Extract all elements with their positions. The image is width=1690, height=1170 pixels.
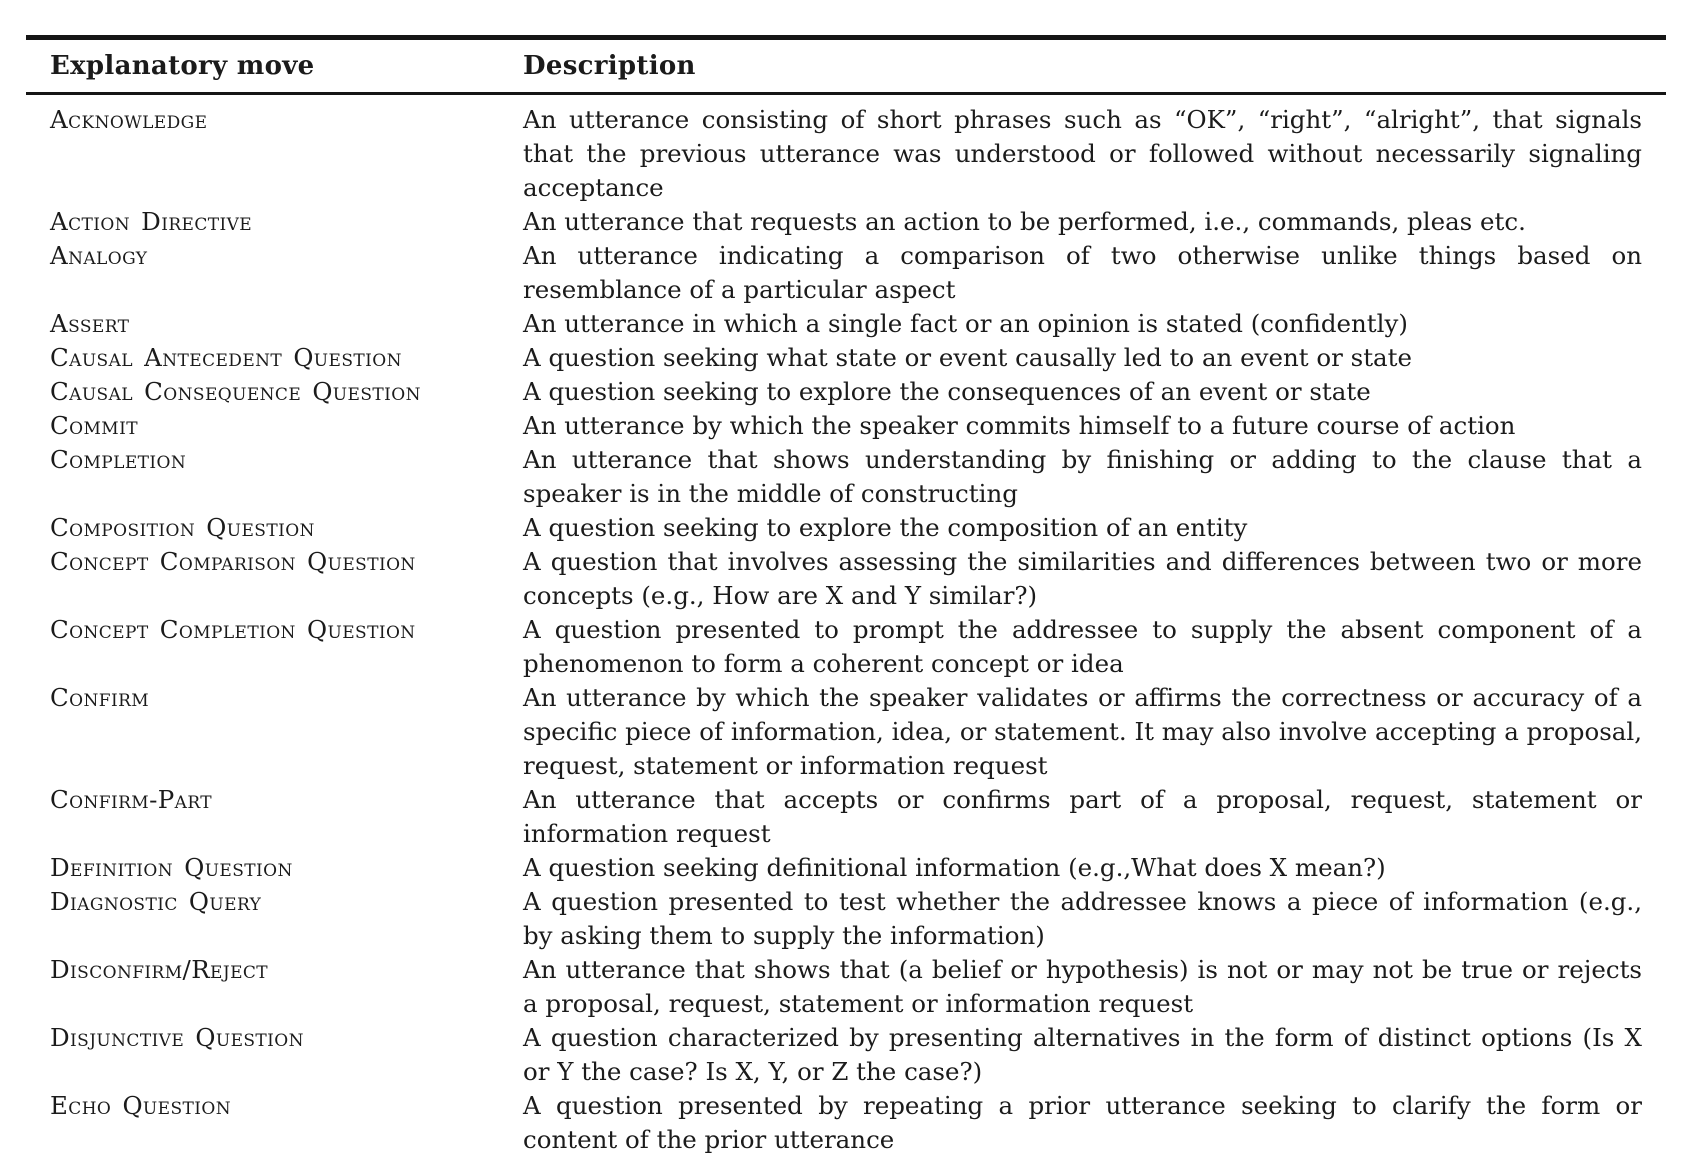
table-row xyxy=(26,443,1666,511)
table-row xyxy=(26,681,1666,783)
table-row xyxy=(26,341,1666,375)
move-description: An utterance that requests an action to be performed, i.e., commands, pleas etc. xyxy=(523,207,1526,236)
column-header-explanatory-move: Explanatory move xyxy=(50,51,315,81)
move-description: An utterance that accepts or confirms part of a proposal, request, statement or information request xyxy=(523,785,1642,848)
table-row xyxy=(26,1089,1666,1157)
move-description: A question presented to prompt the addressee to supply the absent component of a phenomenon to form a coherent concept or idea xyxy=(523,615,1642,678)
move-description: An utterance that shows understanding by finishing or adding to the clause that a speaker is in the middle of constructing xyxy=(523,445,1642,508)
move-label: Confirm-Part xyxy=(50,785,212,814)
move-description: An utterance by which the speaker validates or affirms the correctness or accuracy of a specific piece of information, idea, or statement. It may also involve accepting a proposal, request, statement or information request xyxy=(523,683,1642,780)
move-description: A question seeking definitional information (e.g.,What does X mean?) xyxy=(523,853,1386,882)
move-description: An utterance by which the speaker commits himself to a future course of action xyxy=(523,411,1516,440)
move-label: Echo Question xyxy=(50,1091,231,1120)
move-description: An utterance that shows that (a belief or hypothesis) is not or may not be true or rejects a proposal, request, statement or information request xyxy=(523,955,1642,1018)
move-label: Definition Question xyxy=(50,853,293,882)
move-label: Commit xyxy=(50,411,138,440)
move-label: Diagnostic Query xyxy=(50,887,262,916)
move-label: Analogy xyxy=(50,241,148,270)
move-label: Acknowledge xyxy=(50,105,208,134)
table-row xyxy=(26,613,1666,681)
table-header-row xyxy=(26,40,1666,92)
move-description: An utterance consisting of short phrases such as “OK”, “right”, “alright”, that signals that the previous utterance was understood or followed without necessarily signaling acceptance xyxy=(523,105,1642,202)
move-description: An utterance indicating a comparison of two otherwise unlike things based on resemblance of a particular aspect xyxy=(523,241,1642,304)
table-row xyxy=(26,1021,1666,1089)
table-row xyxy=(26,307,1666,341)
move-description: A question seeking what state or event causally led to an event or state xyxy=(523,343,1412,372)
table-row xyxy=(26,239,1666,307)
table-row xyxy=(26,545,1666,613)
move-label: Action Directive xyxy=(50,207,253,236)
move-label: Completion xyxy=(50,445,187,474)
table-body xyxy=(26,95,1666,1157)
move-description: A question presented to test whether the addressee knows a piece of information (e.g., by asking them to supply the information) xyxy=(523,887,1642,950)
move-label: Disconfirm/Reject xyxy=(50,955,269,984)
move-label: Concept Completion Question xyxy=(50,615,416,644)
move-label: Assert xyxy=(50,309,130,338)
table-row xyxy=(26,885,1666,953)
move-description: A question presented by repeating a prior utterance seeking to clarify the form or content of the prior utterance xyxy=(523,1091,1642,1154)
move-description: A question that involves assessing the similarities and differences between two or more concepts (e.g., How are X and Y similar?) xyxy=(523,547,1642,610)
move-label: Confirm xyxy=(50,683,150,712)
table-row xyxy=(26,783,1666,851)
table-row xyxy=(26,851,1666,885)
table-row xyxy=(26,953,1666,1021)
move-label: Concept Comparison Question xyxy=(50,547,416,576)
move-label: Causal Antecedent Question xyxy=(50,343,402,372)
move-label: Disjunctive Question xyxy=(50,1023,304,1052)
move-description: A question seeking to explore the consequences of an event or state xyxy=(523,377,1371,406)
move-description: A question characterized by presenting alternatives in the form of distinct options (Is X or Y the case? Is X, Y, or Z the case?) xyxy=(523,1023,1642,1086)
move-label: Causal Consequence Question xyxy=(50,377,421,406)
table-row xyxy=(26,511,1666,545)
column-header-description: Description xyxy=(523,51,696,81)
table-row xyxy=(26,205,1666,239)
explanatory-moves-table xyxy=(26,35,1666,1157)
move-label: Composition Question xyxy=(50,513,315,542)
table-row xyxy=(26,375,1666,409)
move-description: An utterance in which a single fact or an opinion is stated (confidently) xyxy=(523,309,1408,338)
move-description: A question seeking to explore the composition of an entity xyxy=(523,513,1248,542)
table-row xyxy=(26,409,1666,443)
table-row xyxy=(26,103,1666,205)
